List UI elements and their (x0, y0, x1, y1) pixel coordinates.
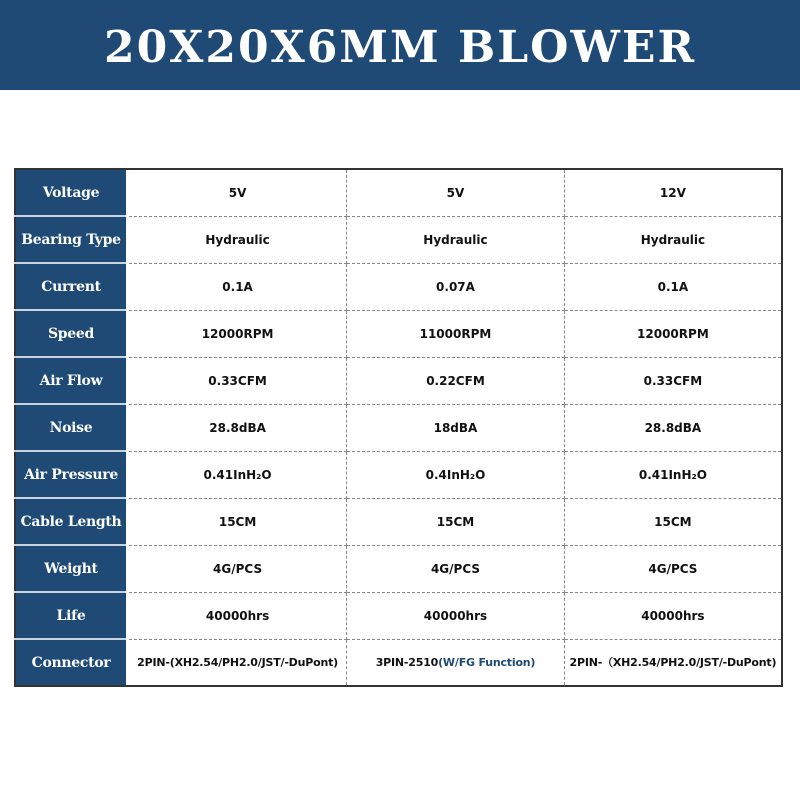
bearing-type-cell-3: Hydraulic (564, 216, 782, 263)
bearing-type-cell-1: Hydraulic (129, 216, 347, 263)
table-row-voltage (15, 169, 782, 216)
voltage-cell-3: 12V (564, 169, 782, 216)
voltage-cell-1: 5V (129, 169, 347, 216)
air-pressure-cell-1: 0.41InH₂O (129, 451, 347, 498)
row-label-air-pressure: Air Pressure (15, 451, 126, 498)
bearing-type-cell-2: Hydraulic (347, 216, 565, 263)
row-label-voltage: Voltage (15, 169, 126, 216)
row-label-life: Life (15, 592, 126, 639)
cable-length-cell-1: 15CM (129, 498, 347, 545)
row-label-weight: Weight (15, 545, 126, 592)
voltage-cell-2: 5V (347, 169, 565, 216)
spec-table (14, 168, 783, 687)
noise-cell-2: 18dBA (347, 404, 565, 451)
table-row-weight (15, 545, 782, 592)
table-row-connector (15, 639, 782, 686)
connector-cell-2 (347, 639, 565, 686)
table-row-air-pressure (15, 451, 782, 498)
speed-cell-3: 12000RPM (564, 310, 782, 357)
row-label-current: Current (15, 263, 126, 310)
connector-value: 3PIN-2510 (375, 655, 439, 669)
page-title: 20X20X6MM BLOWER (103, 21, 697, 73)
cable-length-cell-2: 15CM (347, 498, 565, 545)
life-cell-3: 40000hrs (564, 592, 782, 639)
table-row-speed (15, 310, 782, 357)
noise-cell-3: 28.8dBA (564, 404, 782, 451)
table-row-noise (15, 404, 782, 451)
table-row-cable-length (15, 498, 782, 545)
speed-cell-1: 12000RPM (129, 310, 347, 357)
speed-cell-2: 11000RPM (347, 310, 565, 357)
table-row-bearing-type (15, 216, 782, 263)
noise-cell-1: 28.8dBA (129, 404, 347, 451)
weight-cell-2: 4G/PCS (347, 545, 565, 592)
table-row-current (15, 263, 782, 310)
fg-function-note: (W/FG Function) (438, 655, 536, 669)
life-cell-2: 40000hrs (347, 592, 565, 639)
air-flow-cell-3: 0.33CFM (564, 357, 782, 404)
current-cell-3: 0.1A (564, 263, 782, 310)
current-cell-2: 0.07A (347, 263, 565, 310)
air-pressure-cell-3: 0.41InH₂O (564, 451, 782, 498)
row-label-connector: Connector (15, 639, 126, 686)
row-label-air-flow: Air Flow (15, 357, 126, 404)
cable-length-cell-3: 15CM (564, 498, 782, 545)
row-label-noise: Noise (15, 404, 126, 451)
table-row-life (15, 592, 782, 639)
row-label-speed: Speed (15, 310, 126, 357)
life-cell-1: 40000hrs (129, 592, 347, 639)
row-label-cable-length: Cable Length (15, 498, 126, 545)
air-pressure-cell-2: 0.4InH₂O (347, 451, 565, 498)
weight-cell-1: 4G/PCS (129, 545, 347, 592)
weight-cell-3: 4G/PCS (564, 545, 782, 592)
air-flow-cell-2: 0.22CFM (347, 357, 565, 404)
table-row-air-flow (15, 357, 782, 404)
current-cell-1: 0.1A (129, 263, 347, 310)
air-flow-cell-1: 0.33CFM (129, 357, 347, 404)
title-banner (0, 0, 800, 90)
connector-cell-1: 2PIN-(XH2.54/PH2.0/JST/-DuPont) (129, 639, 347, 686)
row-label-bearing-type: Bearing Type (15, 216, 126, 263)
connector-cell-3: 2PIN-（XH2.54/PH2.0/JST/-DuPont) (569, 656, 777, 670)
